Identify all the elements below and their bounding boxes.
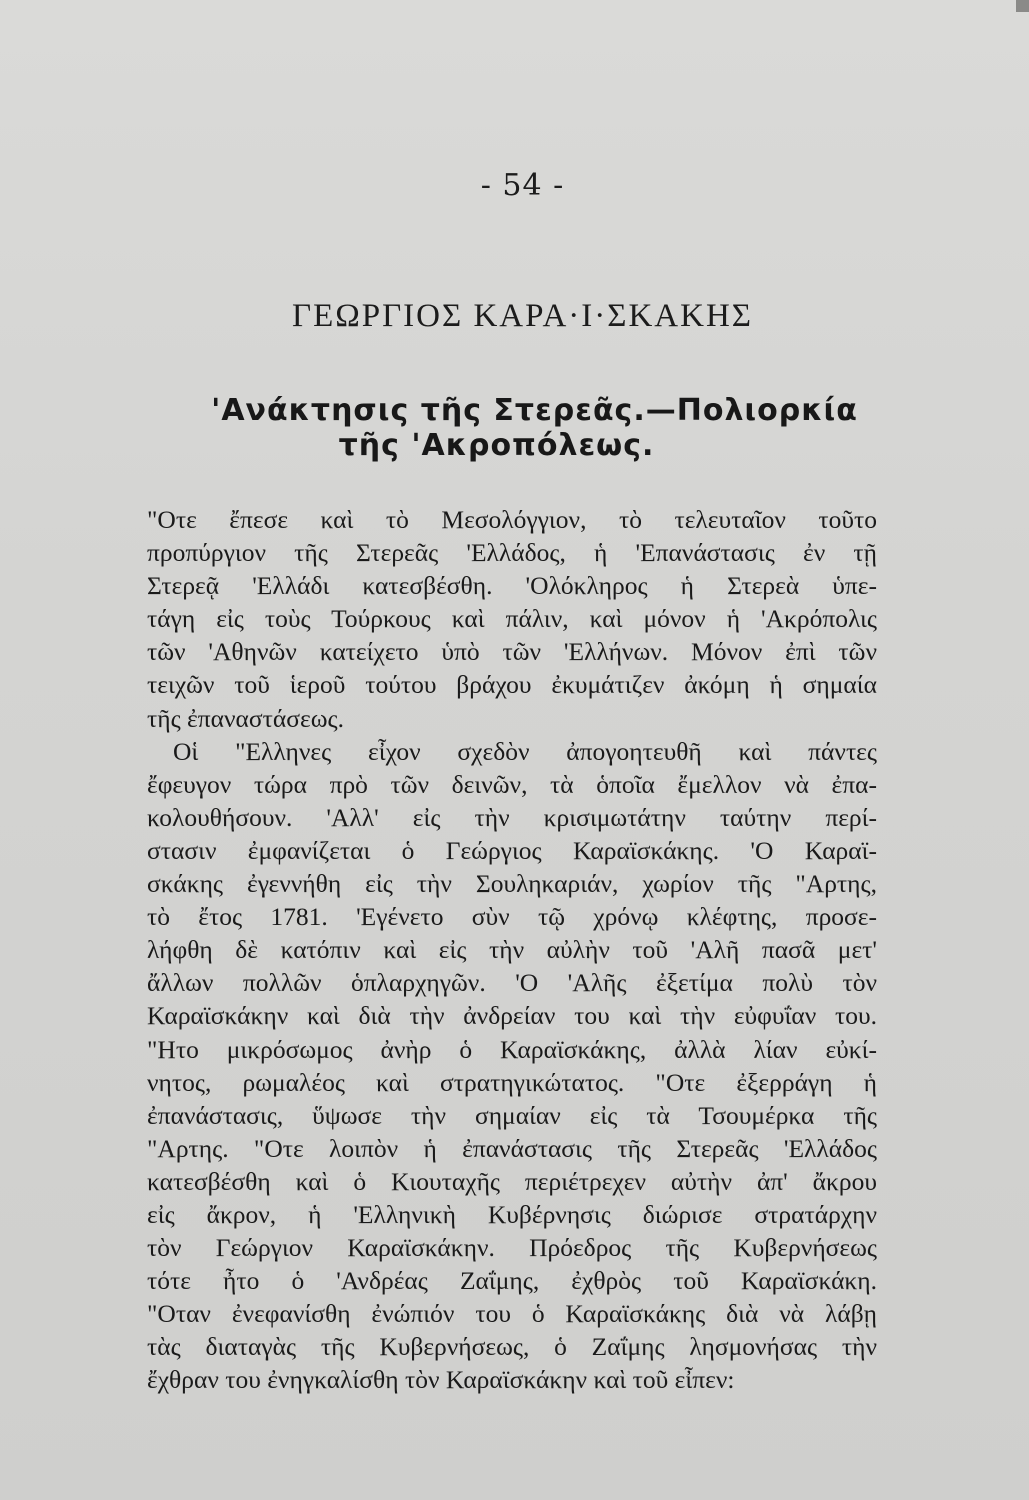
text-line: τῆς ἐπαναστάσεως.	[147, 703, 344, 733]
scan-edge-mark	[1016, 0, 1029, 12]
text-line: ἔφευγον τώρα πρὸ τῶν δεινῶν, τὰ ὁποῖα ἔμελλον νὰ ἐπα-	[147, 769, 877, 799]
subtitle-line-1: 'Ανάκτησις τῆς Στερεᾶς.—Πολιορκία	[211, 393, 858, 428]
text-line: "Αρτης. "Οτε λοιπὸν ἡ ἐπανάστασις τῆς Στερεᾶς 'Ελλάδος	[147, 1133, 877, 1163]
text-line: στασιν ἐμφανίζεται ὁ Γεώργιος Καραϊσκάκης. 'Ο Καραϊ-	[147, 835, 877, 865]
text-line: ἔχθραν του ἐνηγκαλίσθη τὸν Καραϊσκάκην καὶ τοῦ εἶπεν:	[147, 1365, 735, 1395]
text-line: τὸν Γεώργιον Καραϊσκάκην. Πρόεδρος τῆς Κυβερνήσεως	[147, 1233, 877, 1263]
text-line: Οἱ "Ελληνες εἶχον σχεδὸν ἀπογοητευθῆ καὶ πάντες	[173, 736, 877, 766]
text-line: σκάκης ἐγεννήθη εἰς τὴν Σουληκαριάν, χωρίον τῆς "Αρτης,	[147, 869, 877, 899]
body-text	[147, 503, 877, 1397]
chapter-title: ΓΕΩΡΓΙΟΣ ΚΑΡΑ·Ι·ΣΚΑΚΗΣ	[291, 298, 754, 334]
text-line: λήφθη δὲ κατόπιν καὶ εἰς τὴν αὐλὴν τοῦ 'Αλῆ πασᾶ μετ'	[147, 935, 877, 965]
text-line: Στερεᾷ 'Ελλάδι κατεσβέσθη. 'Ολόκληρος ἡ Στερεὰ ὑπε-	[147, 571, 877, 601]
text-line: τότε ἦτο ὁ 'Ανδρέας Ζαΐμης, ἐχθρὸς τοῦ Καραϊσκάκη.	[147, 1266, 877, 1296]
subtitle-line-2: τῆς 'Ακροπόλεως.	[338, 428, 655, 463]
text-line: τάγη εἰς τοὺς Τούρκους καὶ πάλιν, καὶ μόνον ἡ 'Ακρόπολις	[147, 604, 877, 634]
text-line: "Ητο μικρόσωμος ἀνὴρ ὁ Καραϊσκάκης, ἀλλὰ λίαν εὐκί-	[147, 1034, 877, 1064]
text-line: ἄλλων πολλῶν ὁπλαρχηγῶν. 'Ο 'Αλῆς ἐξετίμα πολὺ τὸν	[147, 968, 877, 998]
text-line: τὸ ἔτος 1781. 'Εγένετο σὺν τῷ χρόνῳ κλέφτης, προσε-	[147, 902, 877, 932]
text-line: τὰς διαταγὰς τῆς Κυβερνήσεως, ὁ Ζαΐμης λησμονήσας τὴν	[147, 1332, 877, 1362]
text-line: "Οταν ἐνεφανίσθη ἐνώπιόν του ὁ Καραϊσκάκης διὰ νὰ λάβῃ	[147, 1299, 877, 1329]
text-line: ἐπανάστασις, ὕψωσε τὴν σημαίαν εἰς τὰ Τσουμέρκα τῆς	[147, 1100, 877, 1130]
text-line: τειχῶν τοῦ ἱεροῦ τούτου βράχου ἐκυμάτιζεν ἀκόμη ἡ σημαία	[147, 670, 877, 700]
text-line: τῶν 'Αθηνῶν κατείχετο ὑπὸ τῶν 'Ελλήνων. Μόνον ἐπὶ τῶν	[147, 637, 877, 667]
text-line: κολουθήσουν. 'Αλλ' εἰς τὴν κρισιμωτάτην ταύτην περί-	[147, 802, 877, 832]
page-number: - 54 -	[480, 168, 565, 203]
text-line: προπύργιον τῆς Στερεᾶς 'Ελλάδος, ἡ 'Επανάστασις ἐν τῇ	[147, 538, 877, 568]
text-line: "Οτε ἔπεσε καὶ τὸ Μεσολόγγιον, τὸ τελευταῖον τοῦτο	[147, 505, 877, 534]
text-line: νητος, ρωμαλέος καὶ στρατηγικώτατος. "Οτε ἐξερράγη ἡ	[147, 1067, 877, 1097]
text-line: Καραϊσκάκην καὶ διὰ τὴν ἀνδρείαν του καὶ τὴν εὐφυΐαν του.	[147, 1001, 877, 1031]
text-line: κατεσβέσθη καὶ ὁ Κιουταχῆς περιέτρεχεν αὐτὴν ἀπ' ἄκρου	[147, 1166, 877, 1196]
text-line: εἰς ἄκρον, ἡ 'Ελληνικὴ Κυβέρνησις διώρισε στρατάρχην	[147, 1199, 877, 1229]
